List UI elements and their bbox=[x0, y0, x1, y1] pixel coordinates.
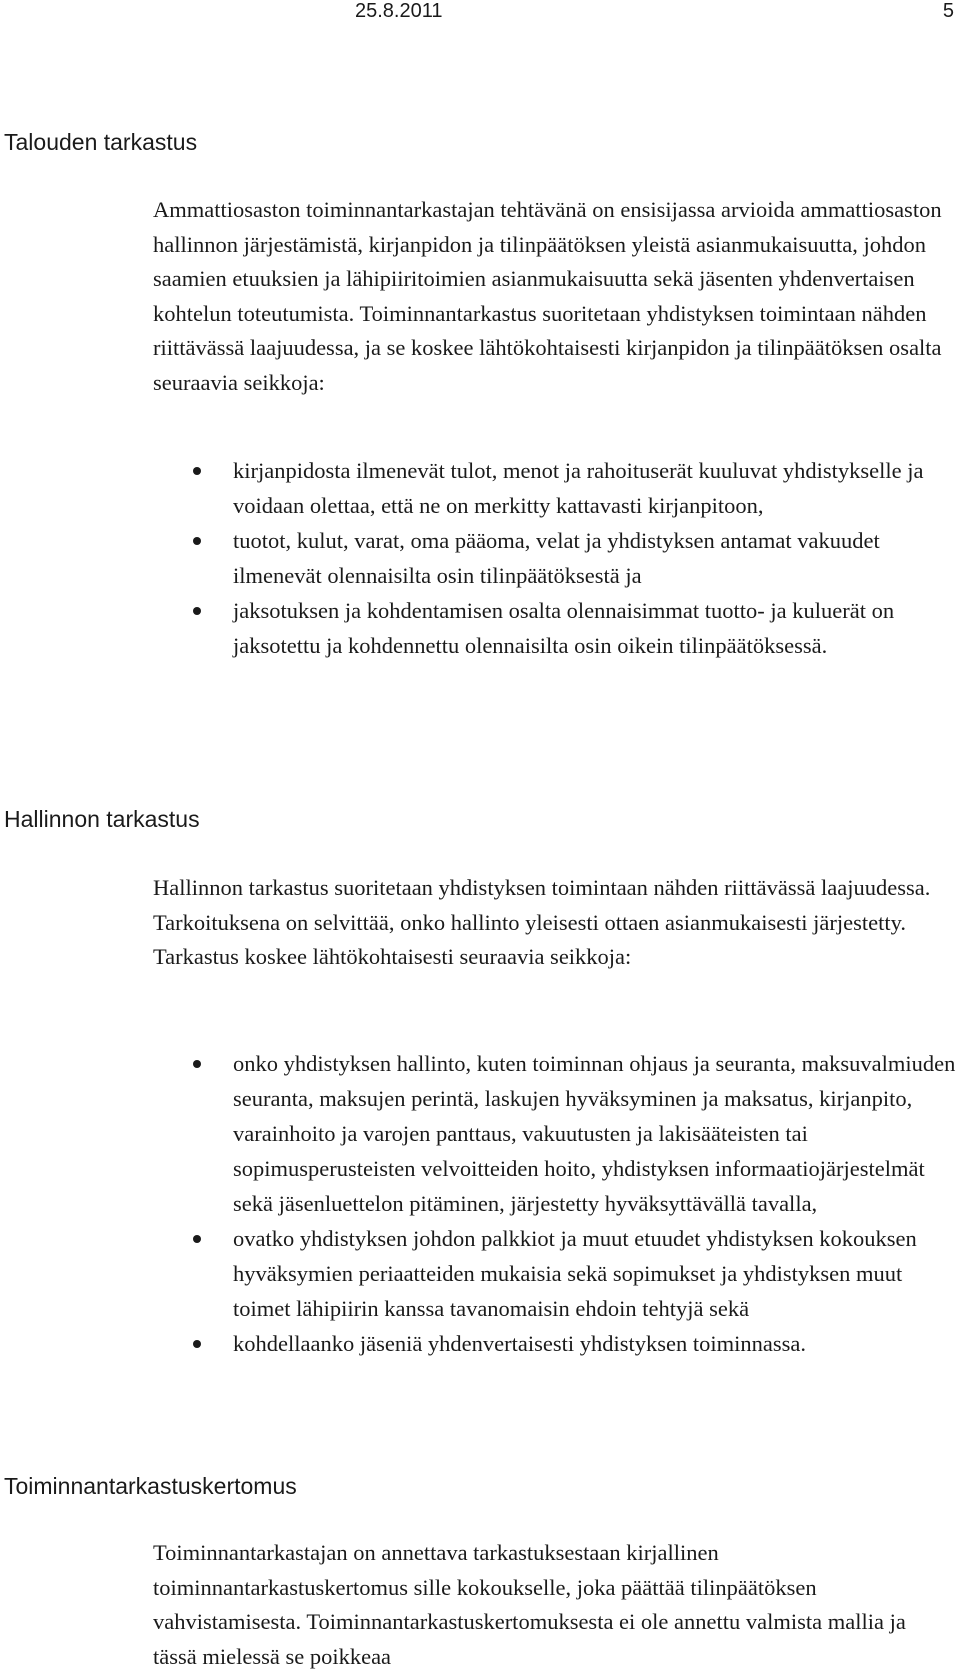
list-item bbox=[0, 453, 960, 523]
heading-toiminnantarkastuskertomus: Toiminnantarkastuskertomus bbox=[4, 1473, 297, 1499]
bullet-list-hallinnon-tarkastus bbox=[0, 1046, 960, 1361]
list-item bbox=[0, 1221, 960, 1326]
heading-hallinnon-tarkastus: Hallinnon tarkastus bbox=[4, 806, 200, 832]
bullet-icon bbox=[193, 1060, 201, 1068]
paragraph-hallinnon-tarkastus: Hallinnon tarkastus suoritetaan yhdistyksen toimintaan nähden riittävässä laajuudessa. Tarkoituksena on selvittää, onko hallinto yleisesti ottaen asianmukaisesti järjestetty. Tarkastus koskee lähtökohtaisesti seuraavia seikkoja: bbox=[153, 875, 931, 969]
header-date: 25.8.2011 bbox=[355, 0, 443, 22]
page-number: 5 bbox=[942, 0, 954, 22]
bullet-icon bbox=[193, 1340, 201, 1348]
bullet-list-talouden-tarkastus bbox=[0, 453, 960, 663]
paragraph-toiminnantarkastuskertomus: Toiminnantarkastajan on annettava tarkastuksestaan kirjallinen toiminnantarkastuskertomus sille kokoukselle, joka päättää tilinpäätöksen vahvistamisesta. Toiminnantarkastuskertomuksesta ei ole annettu valmista mallia ja tässä mielessä se poikkeaa bbox=[153, 1540, 906, 1669]
list-item bbox=[0, 1326, 960, 1361]
paragraph-talouden-tarkastus: Ammattiosaston toiminnantarkastajan tehtävänä on ensisijassa arvioida ammattiosaston hallinnon järjestämistä, kirjanpidon ja tilinpäätöksen yleistä asianmukaisuutta, johdon saamien etuuksien ja lähipiiritoimien asianmukaisuutta sekä jäsenten yhdenvertaisen kohtelun toteutumista. Toiminnantarkastus suoritetaan yhdistyksen toimintaan nähden riittävässä laajuudessa, ja se koskee lähtökohtaisesti kirjanpidon ja tilinpäätöksen osalta seuraavia seikkoja: bbox=[153, 197, 942, 395]
bullet-icon bbox=[193, 537, 201, 545]
page-header bbox=[0, 0, 960, 30]
list-item bbox=[0, 523, 960, 593]
list-item-text: jaksotuksen ja kohdentamisen osalta olennaisimmat tuotto- ja kuluerät on jaksotettu ja kohdennettu olennaisilta osin oikein tilinpäätöksessä. bbox=[233, 598, 895, 658]
list-item-text: tuotot, kulut, varat, oma pääoma, velat ja yhdistyksen antamat vakuudet ilmenevät olennaisilta osin tilinpäätöksestä ja bbox=[233, 528, 880, 588]
list-item-text: onko yhdistyksen hallinto, kuten toiminnan ohjaus ja seuranta, maksuvalmiuden seuranta, maksujen perintä, laskujen hyväksyminen ja maksatus, kirjanpito, varainhoito ja varojen panttaus, vakuutusten ja lakisääteisten tai sopimusperusteisten velvoitteiden hoito, yhdistyksen informaatiojärjestelmät sekä jäsenluettelon pitäminen, järjestetty hyväksyttävällä tavalla, bbox=[233, 1051, 956, 1216]
bullet-icon bbox=[193, 467, 201, 475]
list-item-text: kohdellaanko jäseniä yhdenvertaisesti yhdistyksen toiminnassa. bbox=[233, 1331, 807, 1356]
list-item bbox=[0, 1046, 960, 1221]
list-item-text: kirjanpidosta ilmenevät tulot, menot ja rahoituserät kuuluvat yhdistykselle ja voidaan olettaa, että ne on merkitty kattavasti kirjanpitoon, bbox=[233, 458, 924, 518]
bullet-icon bbox=[193, 1235, 201, 1243]
list-item-text: ovatko yhdistyksen johdon palkkiot ja muut etuudet yhdistyksen kokouksen hyväksymien periaatteiden mukaisia sekä sopimukset ja yhdistyksen muut toimet lähipiirin kanssa tavanomaisin ehdoin tehtyjä sekä bbox=[233, 1226, 917, 1321]
heading-talouden-tarkastus: Talouden tarkastus bbox=[4, 129, 198, 155]
list-item bbox=[0, 593, 960, 663]
bullet-icon bbox=[193, 607, 201, 615]
